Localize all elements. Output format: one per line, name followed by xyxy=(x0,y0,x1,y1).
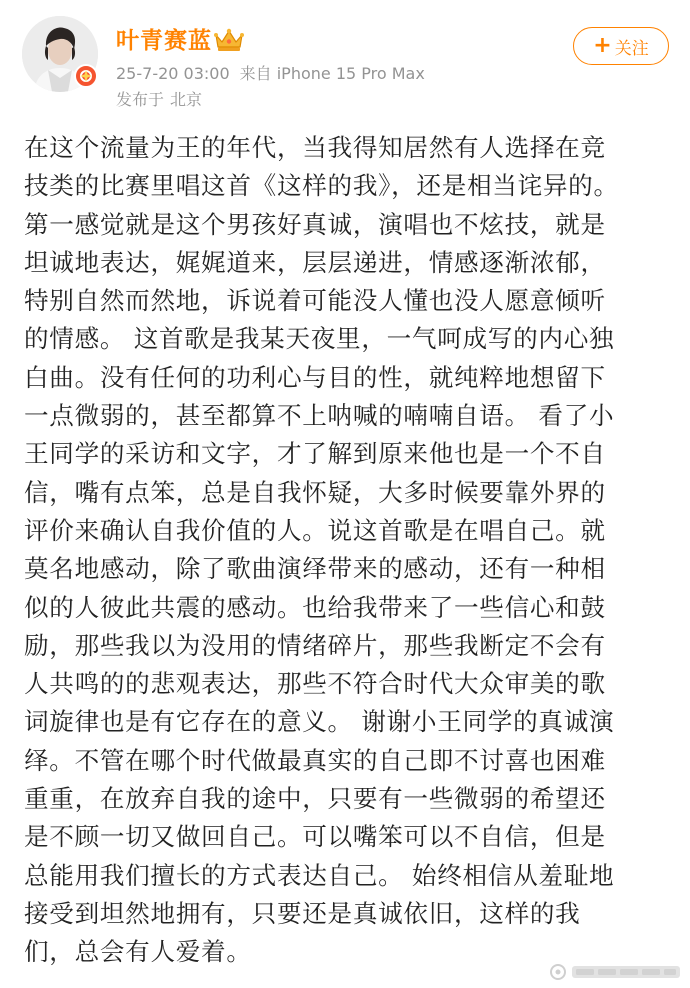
post-line: 绎。不管在哪个时代做最真实的自己即不讨喜也困难 xyxy=(24,745,606,775)
post-content xyxy=(24,129,664,972)
post-line: 信，嘴有点笨，总是自我怀疑，大多时候要靠外界的 xyxy=(24,477,606,507)
username[interactable]: 叶青赛蓝 xyxy=(116,28,212,54)
follow-label: 关注 xyxy=(614,38,649,59)
post-line: 坦诚地表达，娓娓道来，层层递进，情感逐渐浓郁， xyxy=(24,247,606,277)
post-line: 是不顾一切又做回自己。可以嘴笨可以不自信，但是 xyxy=(24,822,606,852)
post-line: 一点微弱的，甚至都算不上呐喊的喃喃自语。 看了小 xyxy=(24,401,615,431)
post-meta xyxy=(116,64,435,84)
post-source: 来自 iPhone 15 Pro Max xyxy=(239,64,425,83)
post-line: 王同学的采访和文字，才了解到原来他也是一个不自 xyxy=(24,439,606,469)
post-line: 总能用我们擅长的方式表达自己。 始终相信从羞耻地 xyxy=(24,860,615,890)
post-header xyxy=(0,0,690,120)
crown-icon xyxy=(213,27,245,53)
post-timestamp: 25-7-20 03:00 xyxy=(116,64,230,83)
follow-button[interactable] xyxy=(573,27,669,65)
location-label: 发布于 xyxy=(116,90,165,109)
post-line: 励，那些我以为没用的情绪碎片，那些我断定不会有 xyxy=(24,630,606,660)
location-value: 北京 xyxy=(170,90,203,109)
post-line: 词旋律也是有它存在的意义。 谢谢小王同学的真诚演 xyxy=(24,707,615,737)
post-line: 评价来确认自我价值的人。说这首歌是在唱自己。就 xyxy=(24,515,606,545)
verified-badge-icon xyxy=(74,64,98,88)
post-line: 接受到坦然地拥有，只要还是真诚依旧，这样的我 xyxy=(24,898,581,928)
post-line: 特别自然而然地，诉说着可能没人懂也没人愿意倾听 xyxy=(24,286,606,316)
post-location xyxy=(116,90,208,110)
post-line: 第一感觉就是这个男孩好真诚，演唱也不炫技，就是 xyxy=(24,209,606,239)
post-line: 似的人彼此共震的感动。也给我带来了一些信心和鼓 xyxy=(24,592,606,622)
watermark-icon xyxy=(548,958,688,986)
post-line: 人共鸣的的悲观表达，那些不符合时代大众审美的歌 xyxy=(24,669,606,699)
post-line: 莫名地感动，除了歌曲演绎带来的感动，还有一种相 xyxy=(24,554,606,584)
post-line: 技类的比赛里唱这首《这样的我》，还是相当诧异的。 xyxy=(24,171,619,201)
post-line: 们，总会有人爱着。 xyxy=(24,937,252,967)
post-line: 白曲。没有任何的功利心与目的性，就纯粹地想留下 xyxy=(24,362,606,392)
post-line: 重重，在放弃自我的途中，只要有一些微弱的希望还 xyxy=(24,784,606,814)
plus-icon: + xyxy=(593,33,612,58)
post-line: 的情感。 这首歌是我某天夜里，一气呵成写的内心独 xyxy=(24,324,615,354)
post-line: 在这个流量为王的年代，当我得知居然有人选择在竞 xyxy=(24,133,606,162)
